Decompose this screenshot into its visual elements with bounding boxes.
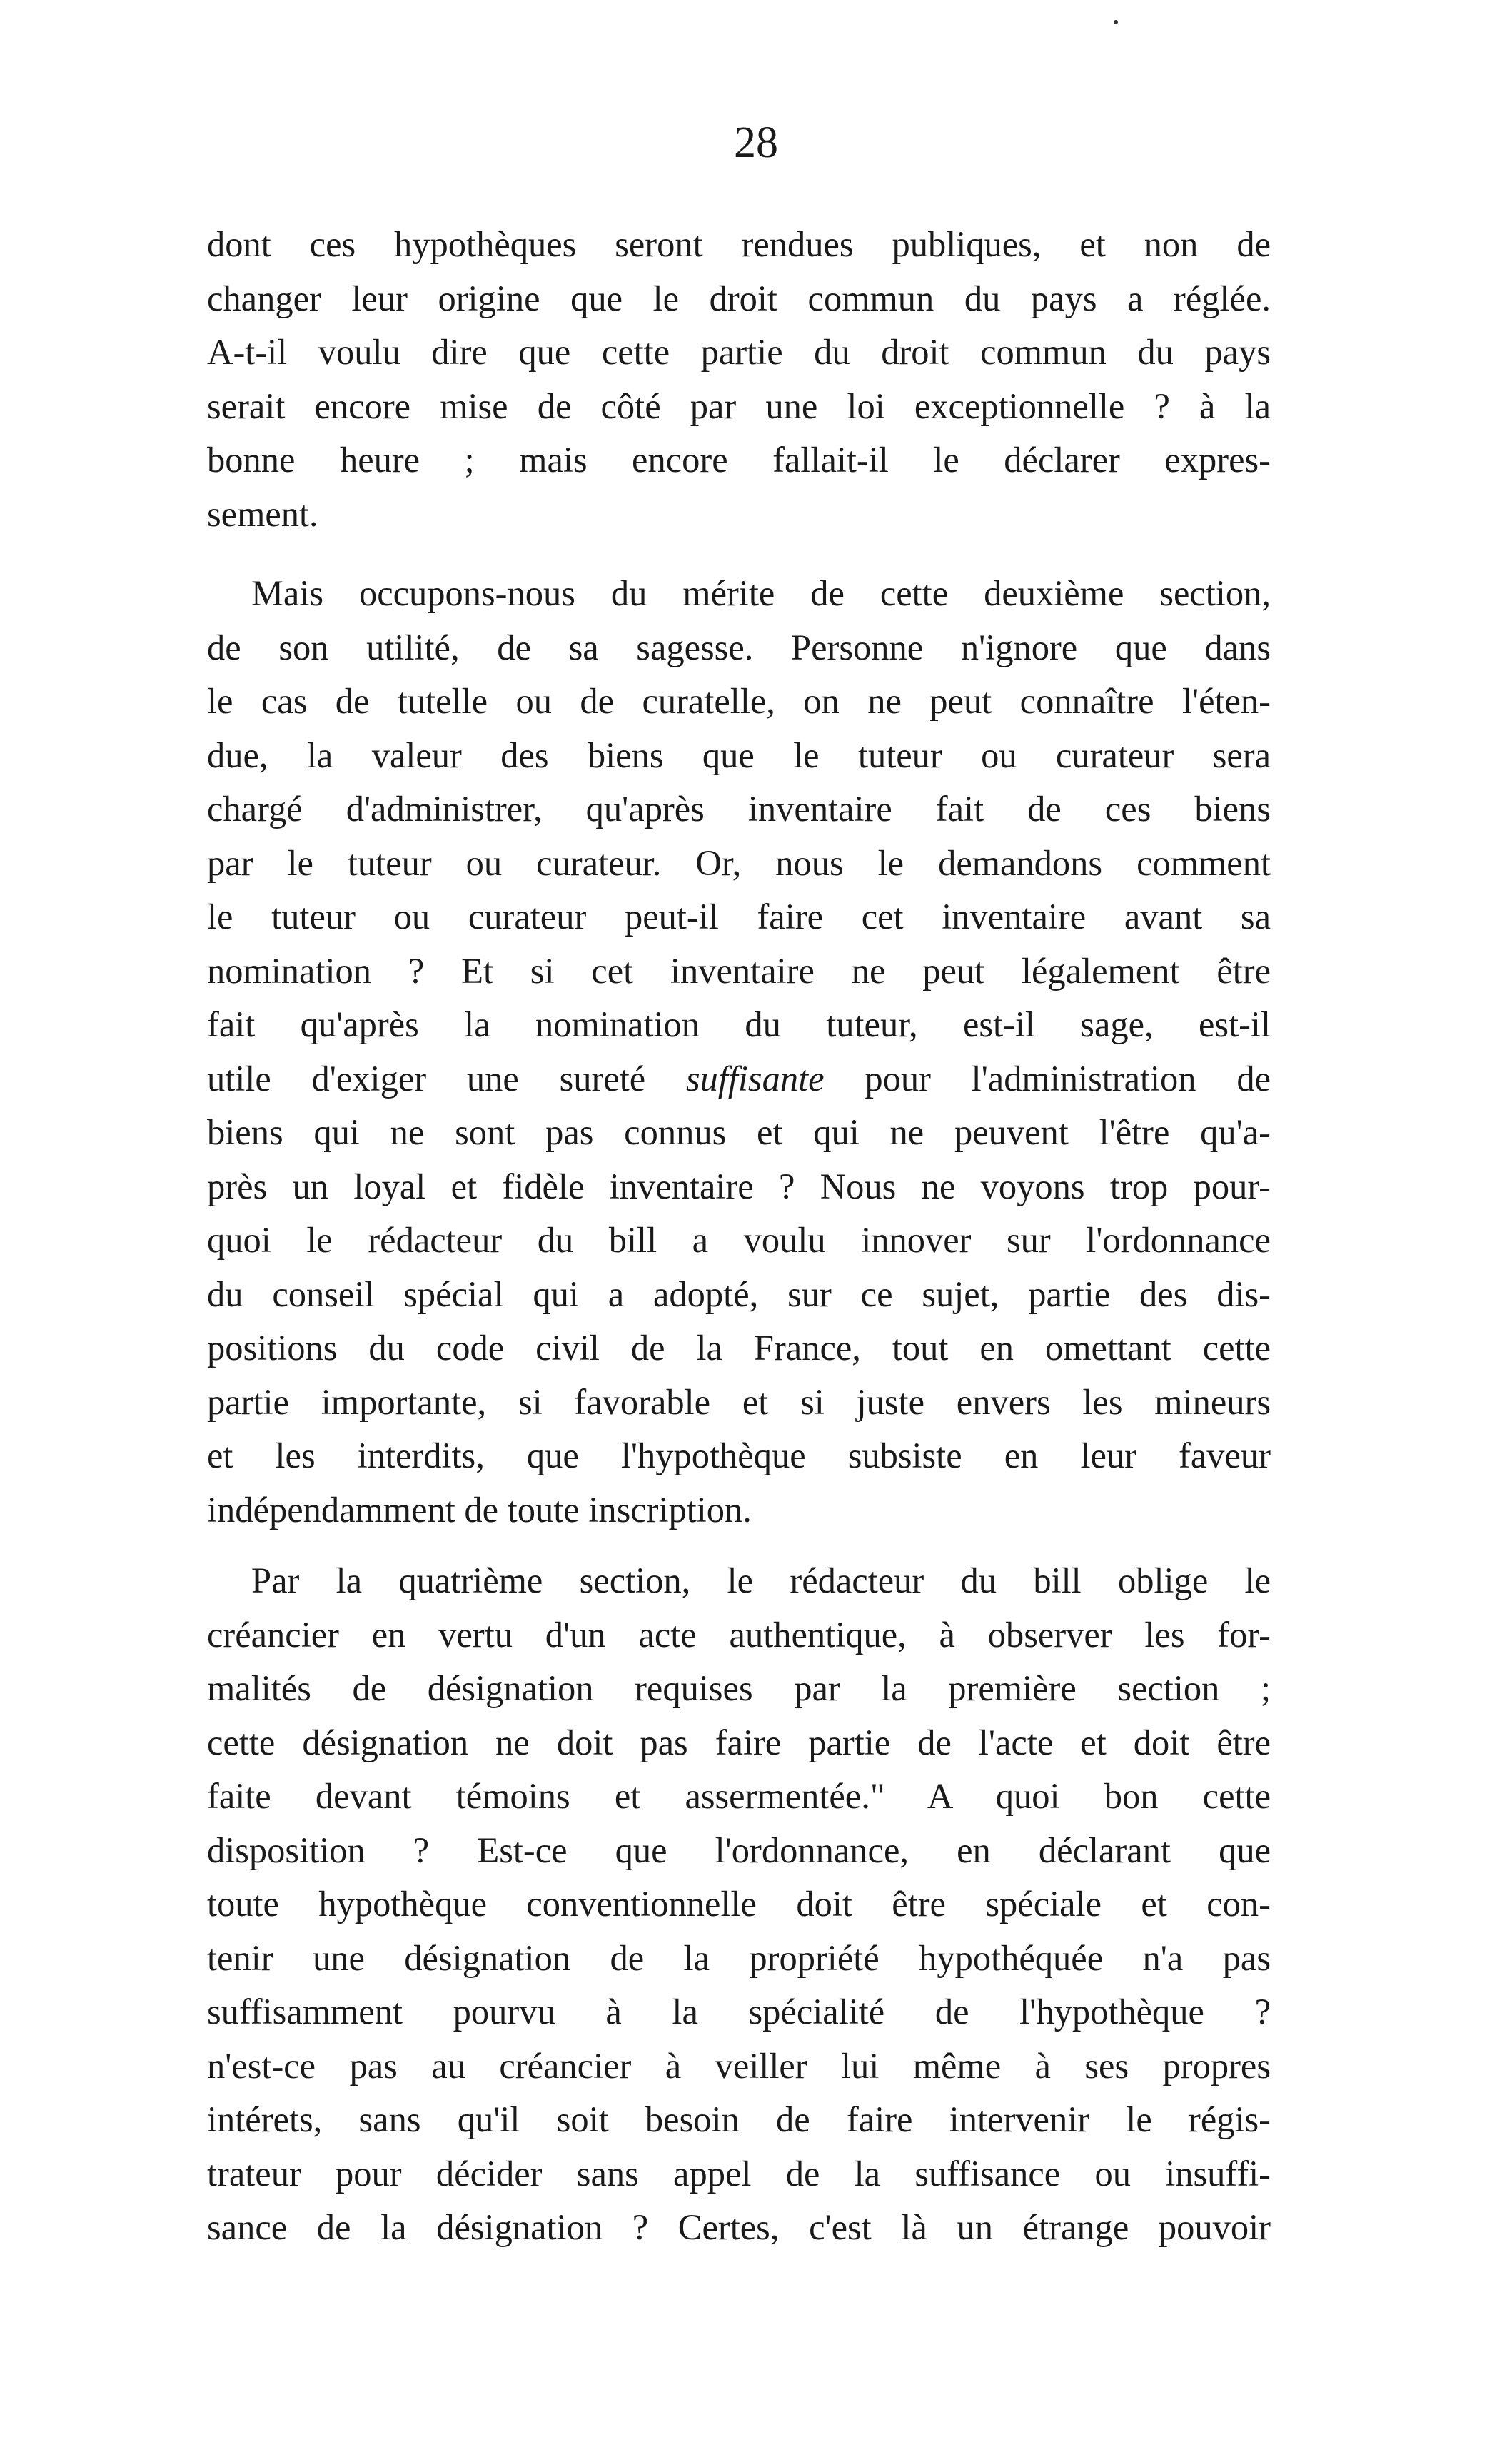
text-line: sement. (207, 493, 318, 534)
text-line: chargé d'administrer, qu'après inventaire fait de ces biens (207, 789, 1271, 829)
text-line: positions du code civil de la France, tout en omettant cette (207, 1328, 1271, 1368)
text-line: et les interdits, que l'hypothèque subsiste en leur faveur (207, 1436, 1271, 1475)
text-line: créancier en vertu d'un acte authentique, à observer les for- (207, 1614, 1271, 1655)
text-line: cette désignation ne doit pas faire partie de l'acte et doit être (207, 1722, 1271, 1762)
text-line: Par la quatrième section, le rédacteur du bill oblige le (251, 1560, 1271, 1600)
text-line: le cas de tutelle ou de curatelle, on ne peut connaître l'éten- (207, 681, 1271, 721)
text-line: disposition ? Est-ce que l'ordonnance, en déclarant que (207, 1830, 1271, 1870)
text-line: près un loyal et fidèle inventaire ? Nous ne voyons trop pour- (207, 1166, 1271, 1206)
text-line: suffisamment pourvu à la spécialité de l'hypothèque ? (207, 1992, 1271, 2032)
text-line: nomination ? Et si cet inventaire ne peut légalement être (207, 950, 1271, 991)
text-line: faite devant témoins et assermentée." A quoi bon cette (207, 1776, 1271, 1816)
paragraph-3 (207, 1554, 1271, 2255)
text-line: partie importante, si favorable et si juste envers les mineurs (207, 1381, 1271, 1422)
text-line: trateur pour décider sans appel de la suffisance ou insuffi- (207, 2153, 1271, 2194)
text-line: de son utilité, de sa sagesse. Personne n'ignore que dans (207, 627, 1271, 667)
text-line: fait qu'après la nomination du tuteur, est-il sage, est-il (207, 1004, 1271, 1044)
text-line: par le tuteur ou curateur. Or, nous le demandons comment (207, 842, 1271, 883)
text-line: bonne heure ; mais encore fallait-il le déclarer expres- (207, 440, 1271, 480)
italic-word: suffisante (685, 1058, 825, 1099)
text-line: changer leur origine que le droit commun du pays a réglée. (207, 278, 1271, 318)
text-line: sance de la désignation ? Certes, c'est là un étrange pouvoir (207, 2207, 1271, 2247)
ink-speck (1114, 20, 1118, 24)
text-line: tenir une désignation de la propriété hypothéquée n'a pas (207, 1937, 1271, 1978)
text-line: le tuteur ou curateur peut-il faire cet inventaire avant sa (207, 897, 1271, 937)
text-line: due, la valeur des biens que le tuteur ou curateur sera (207, 735, 1271, 775)
text-line: serait encore mise de côté par une loi exceptionnelle ? à la (207, 385, 1271, 426)
text-line: du conseil spécial qui a adopté, sur ce sujet, partie des dis- (207, 1273, 1271, 1314)
paragraph-2 (207, 567, 1271, 1537)
text-line: quoi le rédacteur du bill a voulu innover sur l'ordonnance (207, 1220, 1271, 1260)
text-line: intérets, sans qu'il soit besoin de faire intervenir le régis- (207, 2099, 1271, 2139)
text-line: indépendamment de toute inscription. (207, 1489, 752, 1530)
paragraph-1 (207, 218, 1271, 541)
text-line: biens qui ne sont pas connus et qui ne peuvent l'être qu'a- (207, 1112, 1271, 1152)
text-line: toute hypothèque conventionnelle doit être spéciale et con- (207, 1884, 1271, 1924)
text-line: dont ces hypothèques seront rendues publiques, et non de (207, 224, 1271, 264)
text-line: Mais occupons-nous du mérite de cette deuxième section, (251, 573, 1271, 613)
text-line: malités de désignation requises par la première section ; (207, 1668, 1271, 1708)
text-line: n'est-ce pas au créancier à veiller lui même à ses propres (207, 2045, 1271, 2086)
text-line: A-t-il voulu dire que cette partie du droit commun du pays (207, 332, 1271, 372)
page-number: 28 (734, 118, 778, 167)
text-line-with-italic: utile d'exiger une sureté suffisante pour l'administration de (207, 1058, 1271, 1099)
